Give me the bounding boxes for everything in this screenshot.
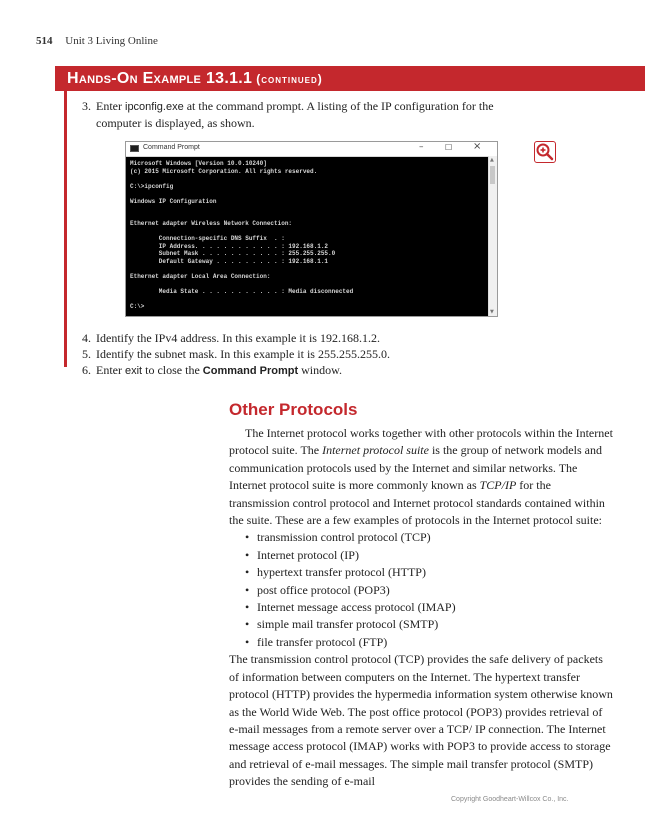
console-line [130, 190, 487, 198]
console-line: Media State . . . . . . . . . . . : Media disconnected [130, 287, 354, 295]
step-3 [82, 98, 542, 131]
step-number: 5. [82, 347, 91, 361]
key-term: TCP/IP [479, 478, 517, 493]
zoom-in-icon [535, 142, 554, 161]
closing-paragraph: The transmission control protocol (TCP) provides the safe delivery of packets of information between computers on the Internet. The hypertext transfer protocol (HTTP) provides the hypermedia information system otherwise known as the World Wide Web. The post office protocol (POP3) provides retrieval of e-mail messages from a remote server over a TCP/ IP connection. The Internet message access protocol (IMAP) works with POP3 to provide access to storage and retrieval of e-mail messages. The simple mail transfer protocol (SMTP) provides the sending of e-mail [229, 652, 613, 789]
step-text: to close the [142, 363, 203, 377]
maximize-icon[interactable]: ☐ [445, 143, 453, 152]
banner-title-text: Hands-On Example 13.1.1 [67, 70, 253, 87]
protocol-list [229, 529, 614, 651]
console-line: Windows IP Configuration [130, 197, 217, 205]
console-output [130, 160, 487, 314]
window-name: Command Prompt [202, 365, 299, 377]
step-6 [82, 362, 542, 379]
step-4 [82, 330, 542, 346]
console-line: Subnet Mask . . . . . . . . . . . : 255.255.255.0 [130, 250, 336, 257]
console-line: Microsoft Windows [Version 10.0.10240] [130, 160, 267, 167]
page-number: 514 [36, 35, 53, 47]
list-item: • transmission control protocol (TCP) [229, 529, 614, 546]
scroll-thumb[interactable] [490, 166, 495, 184]
console-line [130, 205, 487, 213]
list-item: • hypertext transfer protocol (HTTP) [229, 564, 614, 581]
list-item: • file transfer protocol (FTP) [229, 634, 614, 651]
example-side-bar [64, 91, 67, 367]
console-line [130, 228, 487, 236]
command-text: exit [125, 365, 143, 377]
console-line: IP Address. . . . . . . . . . . . : 192.168.1.2 [130, 242, 329, 250]
step-text: Enter [96, 99, 125, 113]
command-text: ipconfig.exe [125, 101, 184, 113]
step-number: 4. [82, 331, 91, 345]
console-line: (c) 2015 Microsoft Corporation. All rights reserved. [130, 167, 318, 175]
console-scrollbar[interactable] [488, 156, 497, 316]
console-line: C:\> [130, 302, 145, 310]
scroll-up-icon[interactable]: ▲ [490, 157, 494, 163]
section-body [229, 425, 614, 791]
zoom-in-button[interactable] [534, 141, 556, 163]
step-text-line2: computer is displayed, as shown. [96, 116, 255, 130]
running-head: Unit 3 Living Online [65, 35, 158, 47]
console-line: Default Gateway . . . . . . . . . : 192.168.1.1 [130, 257, 329, 265]
step-text: Enter [96, 363, 125, 377]
console-line [130, 265, 487, 273]
step-number: 3. [82, 99, 91, 113]
console-line [130, 175, 487, 183]
list-item: • post office protocol (POP3) [229, 582, 614, 599]
console-line: C:\>ipconfig [130, 182, 174, 190]
banner-title [67, 70, 323, 88]
key-term: Internet protocol suite [322, 443, 429, 458]
step-5 [82, 346, 542, 362]
list-item: • Internet protocol (IP) [229, 547, 614, 564]
console-line [130, 280, 487, 288]
list-item: • simple mail transfer protocol (SMTP) [229, 616, 614, 633]
command-prompt-window[interactable] [125, 141, 498, 317]
section-heading: Other Protocols [229, 400, 358, 419]
console-line [130, 295, 487, 303]
minimize-icon[interactable]: – [419, 142, 424, 152]
running-header [36, 35, 158, 47]
console-line [130, 213, 487, 221]
step-text: Identify the IPv4 address. In this example it is 192.168.1.2. [96, 331, 380, 345]
command-prompt-icon [130, 145, 139, 152]
console-line: Connection-specific DNS Suffix . : [130, 235, 285, 242]
intro-paragraph: The Internet protocol works together with other protocols within the Internet protocol suite. The Internet protocol suite is the group of network models and communication protocols used by the Internet and similar networks. The Internet protocol suite is more commonly known as TCP/IP for the transmission control protocol and Internet protocol standards contained within the suite. These are a few examples of protocols in the Internet protocol suite: [229, 426, 613, 528]
scroll-down-icon[interactable]: ▼ [490, 309, 494, 315]
console-line: Ethernet adapter Wireless Network Connection: [130, 220, 293, 227]
step-text: window. [298, 363, 343, 377]
step-text: at the command prompt. A listing of the IP configuration for the [183, 99, 494, 113]
banner-continued: (continued) [256, 72, 323, 86]
console-line: Ethernet adapter Local Area Connection: [130, 272, 271, 280]
window-title: Command Prompt [143, 144, 200, 151]
step-number: 6. [82, 363, 91, 377]
step-text: Identify the subnet mask. In this example it is 255.255.255.0. [96, 347, 390, 361]
list-item: • Internet message access protocol (IMAP) [229, 599, 614, 616]
close-icon[interactable]: × [473, 141, 482, 152]
copyright-notice: Copyright Goodheart-Willcox Co., Inc. [451, 796, 569, 803]
command-prompt-titlebar[interactable] [126, 142, 497, 157]
